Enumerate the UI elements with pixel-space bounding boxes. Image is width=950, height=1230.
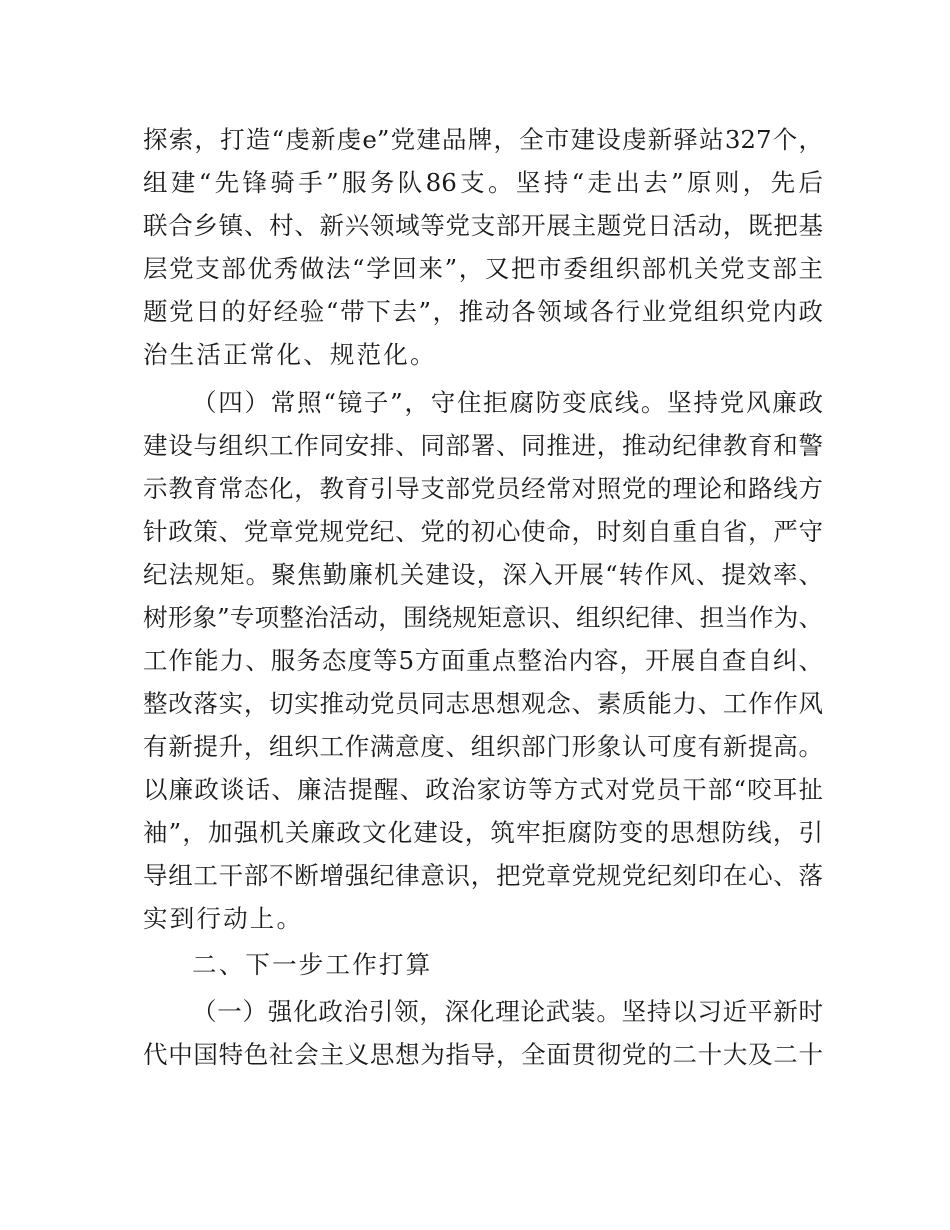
section-two-heading: 二、下一步工作打算 bbox=[192, 950, 433, 979]
subsection-one-heading: （一）强化政治引领，深化理论武装。坚持以习近平新时 bbox=[192, 997, 823, 1026]
text-line-19: 实到行动上。 bbox=[143, 904, 304, 933]
text-line-8: 建设与组织工作同安排、同部署、同推进，推动纪律教育和警 bbox=[143, 431, 823, 460]
text-line-13: 工作能力、服务态度等5方面重点整治内容，开展自查自纠、 bbox=[143, 646, 823, 675]
section-four-heading: （四）常照“镜子”，守住拒腐防变底线。坚持党风廉政 bbox=[192, 388, 823, 417]
text-line-9: 示教育常态化，教育引导支部党员经常对照党的理论和路线方 bbox=[143, 474, 823, 503]
text-line-18: 导组工干部不断增强纪律意识，把党章党规党纪刻印在心、落 bbox=[143, 861, 823, 890]
text-line-1: 探索，打造“虔新虔e”党建品牌，全市建设虔新驿站327个， bbox=[143, 125, 823, 154]
text-line-4: 层党支部优秀做法“学回来”，又把市委组织部机关党支部主 bbox=[143, 254, 823, 283]
text-line-16: 以廉政谈话、廉洁提醒、政治家访等方式对党员干部“咬耳扯 bbox=[143, 775, 823, 804]
text-line-3: 联合乡镇、村、新兴领域等党支部开展主题党日活动，既把基 bbox=[143, 211, 823, 240]
text-line-22: 代中国特色社会主义思想为指导，全面贯彻党的二十大及二十 bbox=[143, 1040, 823, 1069]
text-line-14: 整改落实，切实推动党员同志思想观念、素质能力、工作作风 bbox=[143, 689, 823, 718]
text-line-11: 纪法规矩。聚焦勤廉机关建设，深入开展“转作风、提效率、 bbox=[143, 560, 823, 589]
text-line-17: 袖”，加强机关廉政文化建设，筑牢拒腐防变的思想防线，引 bbox=[143, 818, 823, 847]
text-line-10: 针政策、党章党规党纪、党的初心使命，时刻自重自省，严守 bbox=[143, 517, 823, 546]
text-line-5: 题党日的好经验“带下去”，推动各领域各行业党组织党内政 bbox=[143, 297, 823, 326]
text-line-6: 治生活正常化、规范化。 bbox=[143, 340, 437, 369]
text-line-12: 树形象”专项整治活动，围绕规矩意识、组织纪律、担当作为、 bbox=[143, 603, 823, 632]
text-line-15: 有新提升，组织工作满意度、组织部门形象认可度有新提高。 bbox=[143, 732, 823, 761]
text-line-2: 组建“先锋骑手”服务队86支。坚持“走出去”原则，先后 bbox=[143, 168, 823, 197]
